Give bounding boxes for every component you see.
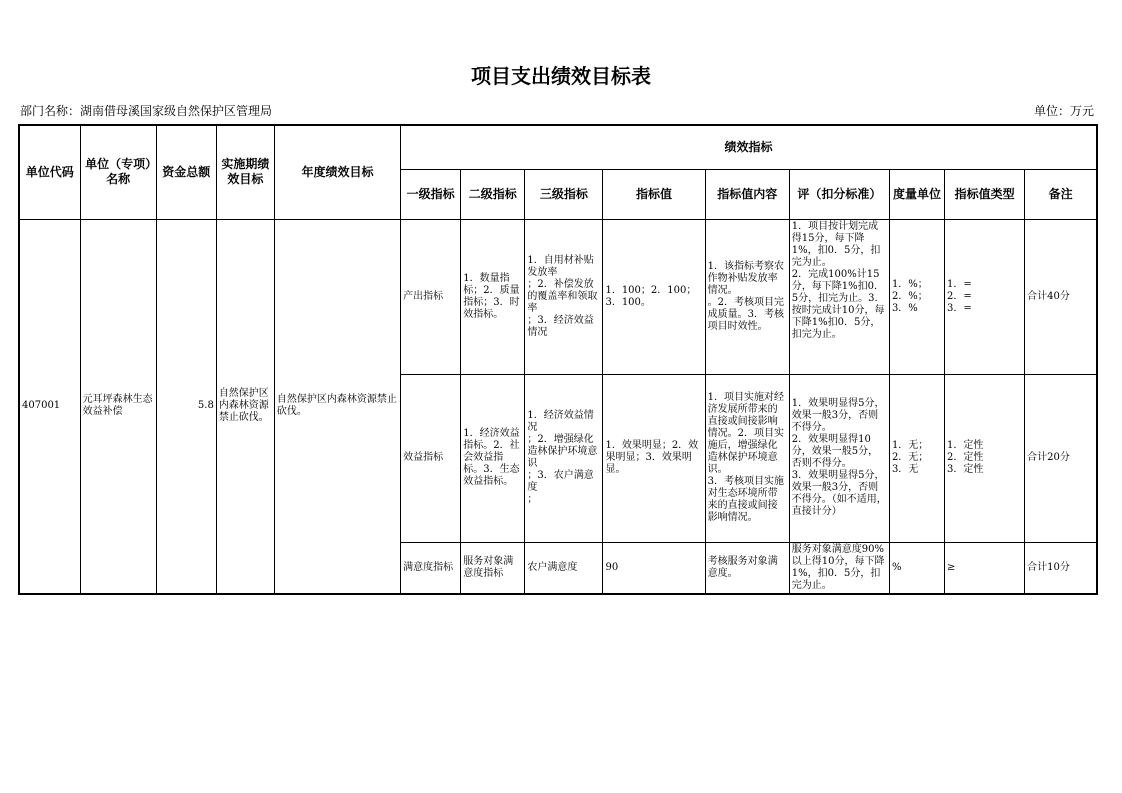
- impl-goal-cell: 自然保护区内森林资源禁止砍伐。: [216, 219, 274, 594]
- level1-cell: 满意度指标: [401, 542, 461, 594]
- header-measure-unit: 度量单位: [889, 169, 944, 219]
- level2-cell: 1．数量指标；2．质量指标；3．时效指标。: [461, 219, 525, 374]
- table-row: [19, 219, 1097, 374]
- header-value-content: 指标值内容: [705, 169, 789, 219]
- total-funds-cell: 5.8: [156, 219, 216, 594]
- header-level2: 二级指标: [461, 169, 525, 219]
- value-content-cell: 考核服务对象满意度。: [705, 542, 789, 594]
- value-cell: 1．效果明显；2．效果明显；3．效果明显。: [603, 374, 705, 542]
- measure-unit-cell: %: [889, 542, 944, 594]
- level3-cell: 1．自用材补贴发放率 ；2．补偿发放的覆盖率和领取率 ；3．经济效益情况: [525, 219, 603, 374]
- header-unit-name: 单位（专项）名称: [80, 125, 156, 219]
- measure-unit-cell: 1．无；2．无；3．无: [889, 374, 944, 542]
- scoring-cell: 1．项目按计划完成得15分，每下降1%，扣0．5分，扣完为止。 2．完成100%计15分，每下降1%扣0．5分，扣完为止。3．按时完成计10分，每下降1%扣0．5分，扣完为止。: [789, 219, 889, 374]
- header-impl-goal: 实施期绩效目标: [216, 125, 274, 219]
- value-type-cell: ≥: [945, 542, 1025, 594]
- value-type-cell: 1．= 2．= 3．=: [945, 219, 1025, 374]
- header-performance-indicators: 绩效指标: [401, 125, 1097, 169]
- level1-cell: 产出指标: [401, 219, 461, 374]
- header-total-funds: 资金总额: [156, 125, 216, 219]
- remark-cell: 合计20分: [1025, 374, 1097, 542]
- department-name: 部门名称：湖南借母溪国家级自然保护区管理局: [20, 104, 273, 118]
- scoring-cell: 1．效果明显得5分，效果一般3分，否则不得分。 2．效果明显得10分，效果一般5分，否则不得分。 3．效果明显得5分，效果一般3分，否则不得分。（如不适用，直接计分）: [789, 374, 889, 542]
- scoring-cell: 服务对象满意度90%以上得10分，每下降1%，扣0．5分，扣完为止。: [789, 542, 889, 594]
- unit-code-cell: 407001: [19, 219, 80, 594]
- header-value-type: 指标值类型: [945, 169, 1025, 219]
- header-scoring: 评（扣分标准）: [789, 169, 889, 219]
- value-type-cell: 1．定性 2．定性 3．定性: [945, 374, 1025, 542]
- page-title: 项目支出绩效目标表: [471, 64, 651, 88]
- remark-cell: 合计40分: [1025, 219, 1097, 374]
- unit-name-cell: 元耳坪森林生态效益补偿: [80, 219, 156, 594]
- level2-cell: 服务对象满意度指标: [461, 542, 525, 594]
- level1-cell: 效益指标: [401, 374, 461, 542]
- value-content-cell: 1．项目实施对经济发展所带来的直接或间接影响情况。2．项目实施后，增强绿化造林保护环境意识。 3．考核项目实施对生态环境所带来的直接或间接影响情况。: [705, 374, 789, 542]
- value-cell: 90: [603, 542, 705, 594]
- header-level1: 一级指标: [401, 169, 461, 219]
- header-annual-goal: 年度绩效目标: [274, 125, 400, 219]
- measure-unit-cell: 1．%；2．%；3．%: [889, 219, 944, 374]
- level2-cell: 1．经济效益指标。2．社会效益指标。3．生态效益指标。: [461, 374, 525, 542]
- currency-unit: 单位：万元: [1033, 104, 1094, 118]
- header-level3: 三级指标: [525, 169, 603, 219]
- value-cell: 1．100；2．100；3．100。: [603, 219, 705, 374]
- level3-cell: 1．经济效益情况 ；2．增强绿化造林保护环境意识 ；3．农户满意度 ；: [525, 374, 603, 542]
- performance-table: [18, 124, 1098, 595]
- level3-cell: 农户满意度: [525, 542, 603, 594]
- remark-cell: 合计10分: [1025, 542, 1097, 594]
- header-remark: 备注: [1025, 169, 1097, 219]
- value-content-cell: 1．该指标考察农作物补贴发放率情况。 。2．考核项目完成质量。3．考核项目时效性。: [705, 219, 789, 374]
- header-value: 指标值: [603, 169, 705, 219]
- header-unit-code: 单位代码: [19, 125, 80, 219]
- annual-goal-cell: 自然保护区内森林资源禁止砍伐。: [274, 219, 400, 594]
